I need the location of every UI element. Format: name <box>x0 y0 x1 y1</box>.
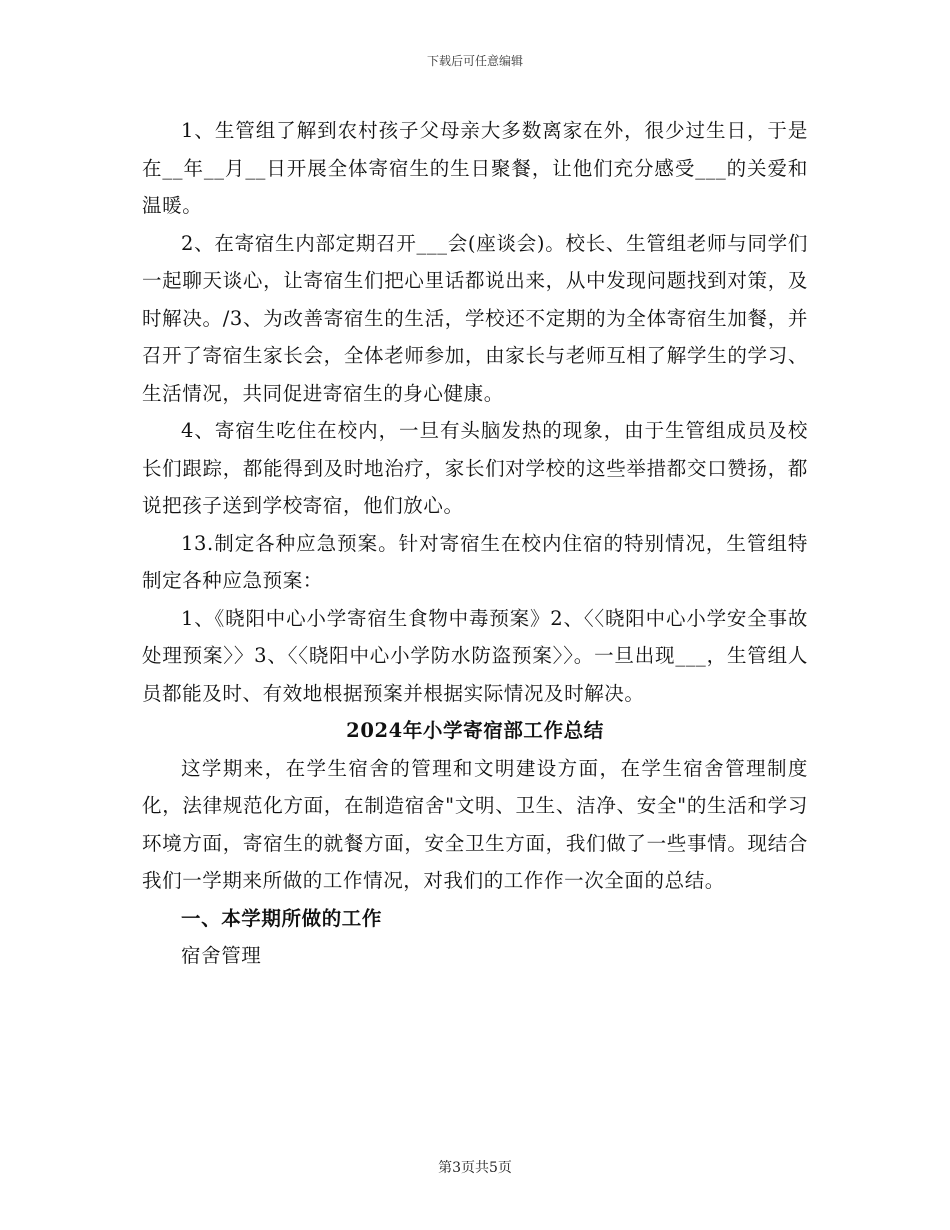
paragraph-meeting: 2、在寄宿生内部定期召开___会(座谈会)。校长、生管组老师与同学们一起聊天谈心，让寄宿生们把心里话都说出来，从中发现问题找到对策，及时解决。/3、为改善寄宿生的生活，学校还不定期的为全体寄宿生加餐，并召开了寄宿生家长会，全体老师参加，由家长与老师互相了解学生的学习、生活情况，共同促进寄宿生的身心健康。 <box>142 231 808 405</box>
paragraph-health: 4、寄宿生吃住在校内，一旦有头脑发热的现象，由于生管组成员及校长们跟踪，都能得到及时地治疗，家长们对学校的这些举措都交口赞扬，都说把孩子送到学校寄宿，他们放心。 <box>142 419 808 517</box>
heading-work-done: 一、本学期所做的工作 <box>181 906 383 930</box>
paragraph-birthday: 1、生管组了解到农村孩子父母亲大多数离家在外，很少过生日，于是在__年__月__日开展全体寄宿生的生日聚餐，让他们充分感受___的关爱和温暖。 <box>142 119 808 217</box>
page-footer: 第3页共5页 <box>438 1160 512 1176</box>
subheading-dorm-management: 宿舍管理 <box>181 944 262 967</box>
intro-paragraph: 这学期来，在学生宿舍的管理和文明建设方面，在学生宿舍管理制度化，法律规范化方面，在制造宿舍"文明、卫生、洁净、安全"的生活和学习环境方面，寄宿生的就餐方面，安全卫生方面，我们做了一些事情。现结合我们一学期来所做的工作情况，对我们的工作作一次全面的总结。 <box>142 756 808 892</box>
document-body <box>142 112 808 975</box>
paragraph-emergency-plans: 13.制定各种应急预案。针对寄宿生在校内住宿的特别情况，生管组特制定各种应急预案： <box>142 531 808 592</box>
section-title: 2024年小学寄宿部工作总结 <box>346 719 604 742</box>
paragraph-plan-list: 1、《晓阳中心小学寄宿生食物中毒预案》2、〈〈晓阳中心小学安全事故处理预案〉〉3、〈〈晓阳中心小学防水防盗预案〉〉。一旦出现___，生管组人员都能及时、有效地根据预案并根据实际情况及时解决。 <box>142 606 808 705</box>
page-header-note: 下载后可任意编辑 <box>426 54 523 68</box>
